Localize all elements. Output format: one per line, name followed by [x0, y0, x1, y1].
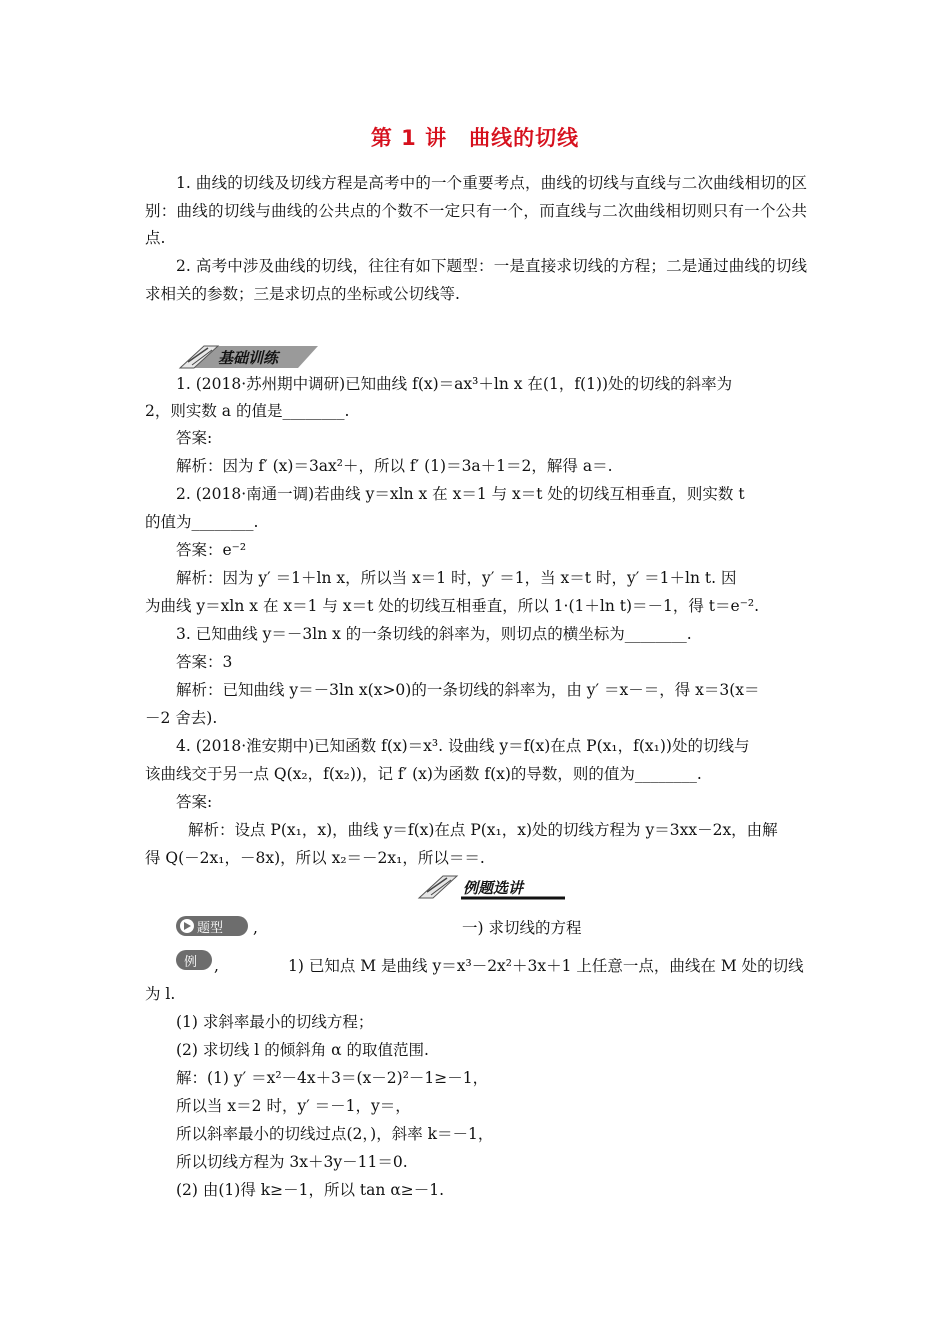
text-line: 答案：e⁻²: [176, 541, 247, 559]
intro-paragraph-1: 1. 曲线的切线及切线方程是高考中的一个重要考点，曲线的切线与直线与二次曲线相切的区别：曲线的切线与曲线的公共点的个数不一定只有一个，而直线与二次曲线相切则只有一个公共点.: [145, 174, 807, 247]
text-line: 4. (2018·淮安期中)已知函数 f(x)＝x³. 设曲线 y＝f(x)在点 P(x₁，f(x₁))处的切线与: [176, 737, 750, 755]
text-line: 答案:: [176, 793, 213, 811]
badge-comma: ,: [214, 957, 219, 975]
text-line: 答案：3: [176, 653, 233, 671]
section-title-basic: 基础训练: [218, 348, 279, 367]
text-line: 1. (2018·苏州期中调研)已知曲线 f(x)＝ax³＋ln x 在(1，f(1))处的切线的斜率为: [176, 375, 733, 393]
text-line: 解析：已知曲线 y＝－3ln x(x>0)的一条切线的斜率为，由 y′ ＝x－＝，得 x＝3(x＝: [176, 681, 760, 699]
badge-comma: ,: [253, 919, 258, 937]
example-label: 例: [184, 954, 198, 970]
question-type-badge: [176, 916, 248, 936]
play-icon: [180, 919, 194, 933]
example-line: 为 l.: [145, 985, 176, 1003]
example-line: 所以当 x＝2 时，y′ ＝－1，y＝，: [176, 1097, 411, 1115]
question-type-title: 一) 求切线的方程: [462, 919, 582, 937]
example-line: 1) 已知点 M 是曲线 y＝x³－2x²＋3x＋1 上任意一点，曲线在 M 处的切线: [288, 957, 804, 975]
example-badge: [176, 950, 212, 970]
question-type-label: 题型: [197, 920, 224, 936]
example-line: 解：(1) y′ ＝x²－4x＋3＝(x－2)²－1≥－1，: [176, 1069, 489, 1087]
text-line: 得 Q(－2x₁，－8x)，所以 x₂＝－2x₁，所以＝＝.: [145, 849, 485, 867]
text-line: 答案:: [176, 429, 213, 447]
text-line: 3. 已知曲线 y＝－3ln x 的一条切线的斜率为，则切点的横坐标为________.: [176, 625, 692, 643]
text-line: 该曲线交于另一点 Q(x₂，f(x₂))，记 f′ (x)为函数 f(x)的导数，则的值为________.: [145, 765, 702, 783]
section-title-example: 例题选讲: [463, 878, 524, 897]
section-banner-basic: [174, 342, 324, 372]
text-line: 解析：因为 y′ ＝1＋ln x，所以当 x＝1 时，y′ ＝1，当 x＝t 时，y′ ＝1＋ln t. 因: [176, 569, 737, 587]
text-line: 的值为________.: [145, 513, 259, 531]
example-line: 所以斜率最小的切线过点(2，)，斜率 k＝－1，: [176, 1125, 494, 1143]
intro-paragraph-2: 2. 高考中涉及曲线的切线，往往有如下题型：一是直接求切线的方程；二是通过曲线的切线求相关的参数；三是求切点的坐标或公切线等.: [145, 257, 807, 303]
lesson-title: 第 1 讲 曲线的切线: [370, 126, 580, 150]
example-line: (2) 由(1)得 k≥－1，所以 tan α≥－1.: [176, 1181, 445, 1199]
text-line: 2，则实数 a 的值是________.: [145, 402, 350, 420]
text-line: 为曲线 y＝xln x 在 x＝1 与 x＝t 处的切线互相垂直，所以 1·(1＋ln t)＝－1，得 t＝e⁻².: [145, 597, 760, 615]
example-line: (2) 求切线 l 的倾斜角 α 的取值范围.: [176, 1041, 429, 1059]
text-line: 2. (2018·南通一调)若曲线 y＝xln x 在 x＝1 与 x＝t 处的切线互相垂直，则实数 t: [176, 485, 745, 503]
text-line: 解析：设点 P(x₁，x)，曲线 y＝f(x)在点 P(x₁，x)处的切线方程为 y＝3xx－2x，由解: [188, 821, 778, 839]
section-banner-example: [415, 872, 570, 902]
example-line: (1) 求斜率最小的切线方程；: [176, 1013, 374, 1031]
text-line: 解析：因为 f′ (x)＝3ax²＋，所以 f′ (1)＝3a＋1＝2，解得 a＝.: [176, 457, 613, 475]
text-line: －2 舍去).: [145, 709, 218, 727]
example-line: 所以切线方程为 3x＋3y－11＝0.: [176, 1153, 408, 1171]
